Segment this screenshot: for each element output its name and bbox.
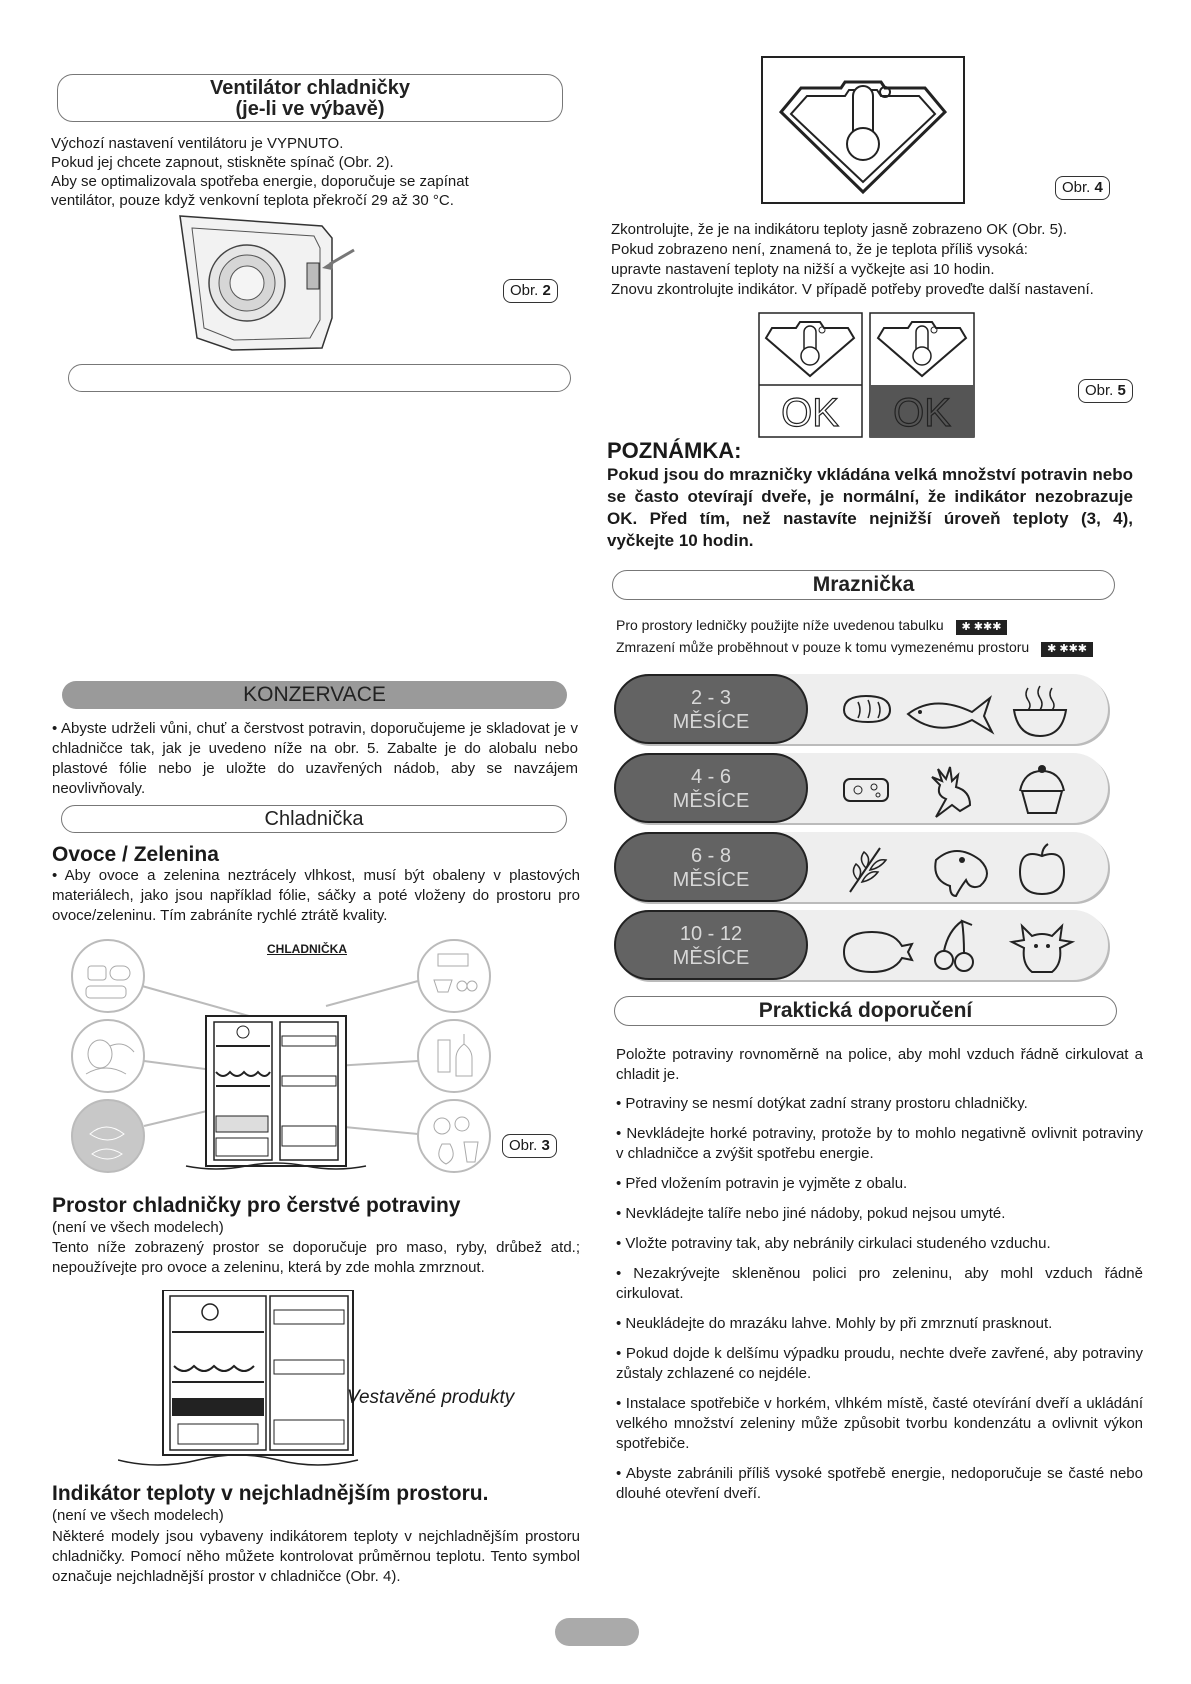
tip-item: • Abyste zabránili příliš vysoké spotřebě energie, nedoporučuje se časté nebo dlouhé otevření dveří. xyxy=(616,1465,1143,1502)
konzervace-title: KONZERVACE xyxy=(62,681,567,709)
builtin-fridge-illustration xyxy=(118,1290,388,1472)
fresh-subtitle: (není ve všech modelech) xyxy=(52,1219,224,1236)
fan-text-3: Aby se optimalizovala spotřeba energie, doporučuje se zapínat xyxy=(51,173,469,190)
cake-icon xyxy=(1020,765,1064,813)
fridge-diagram xyxy=(66,936,496,1176)
fig2-label xyxy=(503,279,558,303)
tip-item: Položte potraviny rovnoměrně na police, aby mohl vzduch řádně cirkulovat a chladit je. xyxy=(616,1046,1143,1083)
storage-row xyxy=(614,910,1108,980)
fridge-diagram-label: CHLADNIČKA xyxy=(267,942,347,956)
indicator-text: Některé modely jsou vybaveny indikátorem teploty v nejchladnějším prostoru chladničky. Pomocí něho můžete kontrolovat průměrnou teplotu. Tento symbol označuje nejchladnější prostor v chladničce (Obr. 4). xyxy=(52,1528,580,1585)
fig4-coldest-symbol xyxy=(761,56,965,204)
storage-period xyxy=(614,674,808,744)
storage-row xyxy=(614,832,1108,902)
tips-title: Praktická doporučení xyxy=(614,996,1117,1026)
fan-title-line1: Ventilátor chladničky xyxy=(209,77,411,99)
note-text: Pokud jsou do mrazničky vkládána velká množství potravin nebo se často otevírají dveře, je normální, že indikátor nezobrazuje OK. Před tím, než nastavíte nejnižší úroveň teploty (3, 4), vyčkejte 10 hodin. xyxy=(607,465,1133,550)
fig4-number: 4 xyxy=(1094,179,1103,196)
fresh-title: Prostor chladničky pro čerstvé potraviny xyxy=(52,1194,461,1217)
period-range: 4 - 6 xyxy=(690,766,732,788)
tip-item: • Instalace spotřebiče v horkém, vlhkém místě, časté otevírání dveří a ukládání velkého množství zeleniny může způsobit tvorbu kondenzátu a ovlivnit výkon spotřebiče. xyxy=(616,1395,1143,1452)
tip-item: • Před vložením potravin je vyjměte z obalu. xyxy=(616,1175,908,1192)
fan-illustration xyxy=(172,208,362,358)
tip-item: • Potraviny se nesmí dotýkat zadní strany prostoru chladničky. xyxy=(616,1095,1028,1112)
freezer-line2-text: Zmrazení může proběhnout v pouze k tomu vymezenému prostoru xyxy=(616,639,1030,655)
fig4-prefix: Obr. xyxy=(1062,179,1091,196)
apple-icon xyxy=(1020,844,1064,894)
soup-bowl-icon xyxy=(1014,686,1066,736)
storage-period xyxy=(614,832,808,902)
bread-icon xyxy=(844,696,890,722)
fan-section-title xyxy=(57,74,563,122)
fig5-number: 5 xyxy=(1117,382,1126,399)
page-number-pill xyxy=(555,1618,639,1646)
fish-icon xyxy=(908,698,992,732)
fig5-ok-indicator xyxy=(758,312,978,438)
tip-item: • Neukládejte do mrazáku lahve. Mohly by při zmrznutí prasknout. xyxy=(616,1315,1053,1332)
fig4-label xyxy=(1055,176,1110,200)
ok-text-light: OK xyxy=(781,391,839,435)
fig3-number: 3 xyxy=(541,1137,550,1154)
tip-item: • Nezakrývejte skleněnou polici pro zeleninu, aby mohl vzduch řádně cirkulovat. xyxy=(616,1265,1143,1302)
tip-item: • Pokud dojde k delšímu výpadku proudu, nechte dveře zavřené, aby potraviny zůstaly zchlazené co nejdéle. xyxy=(616,1345,1143,1382)
fan-title-line2: (je-li ve výbavě) xyxy=(235,98,385,120)
period-unit: MĚSÍCE xyxy=(672,790,750,812)
freezer-star-badge-2: ✱ ✱✱✱ xyxy=(1041,642,1093,657)
storage-period xyxy=(614,910,808,980)
freezer-line2 xyxy=(616,639,1093,657)
ovoce-text: • Aby ovoce a zelenina neztrácely vlhkost, musí být obaleny v plastových materiálech, jako jsou například fólie, sáčky a poté vloženy do prostoru pro ovoce/zeleninu. Tím zabráníte rychlé ztrátě kvality. xyxy=(52,867,580,924)
chladnicka-title: Chladnička xyxy=(61,805,567,833)
storage-row xyxy=(614,753,1108,823)
konzervace-text: • Abyste udrželi vůni, chuť a čerstvost potravin, doporučujeme je skladovat je v chladničce tak, jak je uvedeno níže na obr. 5. Zabalte je do alobalu nebo plastové fólie nebo je uložte do uzavřených nádob, aby se navzájem neovlivňovaly. xyxy=(52,720,578,797)
freezer-title: Mraznička xyxy=(612,570,1115,600)
tip-item: • Vložte potraviny tak, aby nebránily cirkulaci studeného vzduchu. xyxy=(616,1235,1051,1252)
fig5-prefix: Obr. xyxy=(1085,382,1114,399)
builtin-label: Vestavěné produkty xyxy=(347,1387,515,1408)
period-range: 10 - 12 xyxy=(679,923,743,945)
indicator-title: Indikátor teploty v nejchladnějším prostoru. xyxy=(52,1482,489,1505)
indicator-subtitle: (není ve všech modelech) xyxy=(52,1507,224,1524)
tip-item: • Nevkládejte horké potraviny, protože by to mohlo negativně ovlivnit potraviny v chladničce a zvýšit spotřebu energie. xyxy=(616,1125,1143,1162)
fig3-prefix: Obr. xyxy=(509,1137,538,1154)
fig2-number: 2 xyxy=(542,282,551,299)
fan-paragraph xyxy=(51,134,571,210)
check-line-2: Pokud zobrazeno není, znamená to, že je teplota příliš vysoká: xyxy=(611,241,1028,258)
note-title: POZNÁMKA: xyxy=(607,438,742,463)
fan-text-2: Pokud jej chcete zapnout, stiskněte spínač (Obr. 2). xyxy=(51,154,394,171)
fig3-label xyxy=(502,1134,557,1158)
fig5-label xyxy=(1078,379,1133,403)
period-range: 6 - 8 xyxy=(690,845,732,867)
check-paragraph xyxy=(611,220,1139,300)
cheese-icon xyxy=(844,779,888,801)
ovoce-title: Ovoce / Zelenina xyxy=(52,843,219,866)
period-range: 2 - 3 xyxy=(690,687,732,709)
storage-period xyxy=(614,753,808,823)
period-unit: MĚSÍCE xyxy=(672,947,750,969)
wheat-icon xyxy=(850,848,886,892)
storage-row xyxy=(614,674,1108,744)
cherries-icon xyxy=(935,921,973,971)
fan-text-1: Výchozí nastavení ventilátoru je VYPNUTO. xyxy=(51,135,344,152)
period-unit: MĚSÍCE xyxy=(672,711,750,733)
tip-item: • Nevkládejte talíře nebo jiné nádoby, pokud nejsou umyté. xyxy=(616,1205,1006,1222)
check-line-4: Znovu zkontrolujte indikátor. V případě potřeby proveďte další nastavení. xyxy=(611,281,1094,298)
ok-text-dark: OK xyxy=(893,391,951,435)
check-line-1: Zkontrolujte, že je na indikátoru teploty jasně zobrazeno OK (Obr. 5). xyxy=(611,221,1068,238)
chicken-icon xyxy=(844,932,912,972)
meat-icon xyxy=(935,851,987,896)
fresh-text: Tento níže zobrazený prostor se doporučuje pro maso, ryby, drůbež atd.; nepoužívejte pro ovoce a zeleninu, která by zde mohla zmrznout. xyxy=(52,1239,580,1276)
cow-icon xyxy=(1012,926,1072,972)
check-line-3: upravte nastavení teploty na nižší a vyčkejte asi 10 hodin. xyxy=(611,261,995,278)
period-unit: MĚSÍCE xyxy=(672,869,750,891)
freezer-star-badge: ✱ ✱✱✱ xyxy=(956,620,1008,635)
freezer-line1-text: Pro prostory ledničky použijte níže uvedenou tabulku xyxy=(616,617,944,633)
deer-icon xyxy=(932,767,970,817)
freezer-line1 xyxy=(616,617,1007,635)
fig2-prefix: Obr. xyxy=(510,282,539,299)
empty-frame xyxy=(68,364,571,392)
fan-text-4: ventilátor, pouze když venkovní teplota překročí 29 až 30 °C. xyxy=(51,192,454,209)
